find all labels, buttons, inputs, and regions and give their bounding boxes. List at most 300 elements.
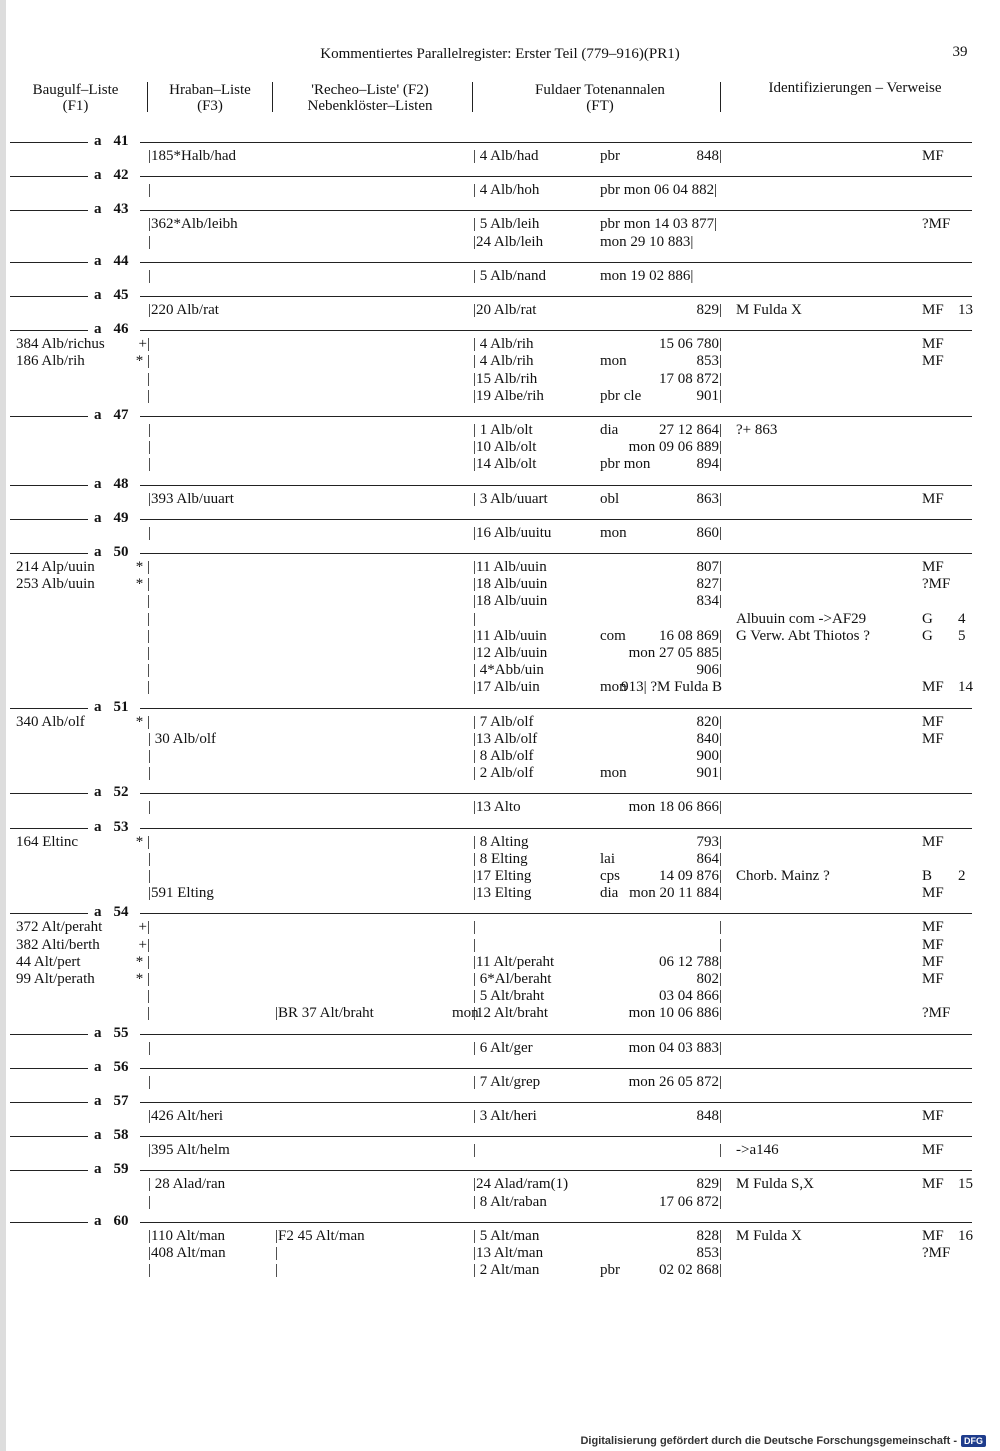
hraban-entry: |395 Alt/helm [148, 1142, 230, 1159]
page-title: Kommentiertes Parallelregister: Erster Teil (779–916)(PR1) [320, 46, 680, 62]
section-label [94, 407, 129, 424]
recheo-entry: | [275, 1245, 279, 1261]
section-lead-rule [10, 913, 88, 914]
section-letter: a [94, 287, 102, 303]
section-label [94, 1161, 129, 1178]
recheo-entry: |BR 37 Alt/braht [275, 1005, 374, 1022]
header-divider [147, 82, 148, 112]
section-letter: a [94, 1024, 102, 1041]
totenannalen-date: 829| [696, 302, 722, 318]
column-header-f1: Baugulf–Liste (F1) [32, 82, 119, 114]
totenannalen-entry: | 5 Alb/leih [473, 216, 540, 233]
section-letter: a [94, 167, 102, 184]
baugulf-marker: | [146, 387, 150, 404]
totenannalen-rank: pbr [600, 148, 620, 164]
section-label [94, 1059, 129, 1076]
identification-code: G [922, 610, 933, 627]
recheo-note: mon [452, 1005, 479, 1022]
totenannalen-entry: | 4 Alb/had [473, 148, 539, 164]
identification-code: MF [922, 953, 944, 970]
page-number: 39 [952, 44, 968, 60]
section-number: 44 [113, 252, 129, 269]
section-label [94, 253, 129, 270]
section-letter: a [94, 1127, 102, 1144]
baugulf-marker: | [146, 593, 150, 610]
totenannalen-date: mon 26 05 872| [628, 1073, 722, 1090]
section-lead-rule [10, 1136, 88, 1137]
section-rule [140, 793, 972, 794]
identification-note: ->a146 [736, 1142, 779, 1159]
totenannalen-entry: | 1 Alb/olt [473, 422, 533, 438]
totenannalen-rank: mon [600, 765, 627, 782]
totenannalen-date: 14 09 876| [658, 868, 722, 884]
totenannalen-entry: |17 Alb/uin [473, 679, 540, 696]
totenannalen-entry: | 5 Alt/braht [473, 988, 545, 1005]
identification-code: MF [922, 713, 944, 730]
identification-code: ?MF [922, 576, 951, 593]
section-rule [140, 1034, 972, 1035]
totenannalen-rank: dia [600, 885, 619, 902]
section-lead-rule [10, 485, 88, 486]
baugulf-marker: +| [138, 919, 150, 936]
section-rule [140, 1136, 972, 1137]
section-rule [140, 1170, 972, 1171]
baugulf-marker: * | [135, 953, 150, 970]
baugulf-marker: | [146, 679, 150, 696]
totenannalen-date: 17 08 872| [658, 370, 722, 387]
baugulf-entry: 164 Eltinc [16, 833, 79, 850]
hraban-entry: | [148, 1039, 152, 1056]
totenannalen-entry: |11 Alb/uuin [473, 627, 547, 644]
baugulf-marker: | [146, 627, 150, 644]
header-divider [472, 82, 473, 112]
hraban-entry: | [148, 422, 152, 438]
identification-code: MF [922, 148, 944, 164]
totenannalen-date: 17 06 872| [658, 1193, 722, 1210]
totenannalen-entry: |13 Alt/man [473, 1245, 544, 1261]
section-rule [140, 708, 972, 709]
section-label [94, 1093, 129, 1110]
identification-code: MF [922, 833, 944, 850]
totenannalen-date: 840| [696, 730, 722, 747]
section-number: 60 [113, 1212, 129, 1229]
section-rule [140, 1222, 972, 1223]
section-lead-rule [10, 416, 88, 417]
section-label [94, 784, 129, 801]
section-number: 53 [113, 818, 129, 835]
recheo-entry: |F2 45 Alt/man [275, 1227, 365, 1244]
totenannalen-rank: mon [600, 679, 627, 696]
hraban-entry: |426 Alt/heri [148, 1108, 224, 1124]
section-letter: a [94, 544, 102, 560]
identification-code: MF [922, 971, 944, 987]
totenannalen-date: 27 12 864| [658, 422, 722, 438]
totenannalen-entry: | [473, 1142, 477, 1159]
column-header-f3: Hraban–Liste (F3) [169, 82, 251, 114]
section-letter: a [94, 698, 102, 715]
section-rule [140, 210, 972, 211]
section-letter: a [94, 1093, 102, 1109]
section-rule [140, 262, 972, 263]
header-divider [272, 82, 273, 112]
totenannalen-date: 894| [696, 456, 722, 473]
section-lead-rule [10, 142, 88, 143]
totenannalen-date: | [718, 936, 722, 953]
section-letter: a [94, 1212, 102, 1229]
baugulf-marker: * | [135, 576, 150, 593]
hraban-entry: | [148, 182, 152, 199]
totenannalen-rank: lai [600, 850, 615, 867]
section-label [94, 819, 129, 836]
totenannalen-date: 802| [696, 971, 722, 987]
totenannalen-date: | [718, 1142, 722, 1159]
totenannalen-rank: mon 19 02 886| [600, 267, 694, 284]
identification-note: G Verw. Abt Thiotos ? [736, 627, 870, 644]
section-rule [140, 142, 972, 143]
section-lead-rule [10, 553, 88, 554]
identification-ref: 15 [958, 1176, 973, 1193]
identification-code: ?MF [922, 1245, 951, 1261]
totenannalen-date: 853| [696, 1245, 722, 1261]
hraban-entry: | [148, 868, 152, 884]
section-number: 51 [113, 698, 129, 715]
totenannalen-entry: |18 Alb/uuin [473, 576, 548, 593]
totenannalen-entry: |18 Alb/uuin [473, 593, 548, 610]
totenannalen-entry: |13 Alb/olf [473, 730, 538, 747]
section-number: 42 [113, 167, 129, 184]
totenannalen-date: 900| [696, 748, 722, 764]
section-rule [140, 913, 972, 914]
section-letter: a [94, 475, 102, 492]
section-letter: a [94, 509, 102, 526]
totenannalen-entry: | 4*Abb/uin [473, 662, 544, 679]
identification-code: MF [922, 336, 944, 353]
totenannalen-date: 906| [696, 662, 722, 679]
hraban-entry: | [148, 233, 152, 250]
section-label [94, 1025, 129, 1042]
totenannalen-entry: |11 Alb/uuin [473, 559, 547, 575]
identification-ref: 2 [958, 868, 966, 884]
totenannalen-date: 901| [696, 765, 722, 782]
totenannalen-date: 864| [696, 850, 722, 867]
baugulf-entry: 44 Alt/pert [16, 953, 81, 970]
section-lead-rule [10, 708, 88, 709]
totenannalen-rank: pbr mon 06 04 882| [600, 182, 718, 199]
identification-note: Albuuin com ->AF29 [736, 610, 867, 627]
section-letter: a [94, 784, 102, 801]
totenannalen-entry: |14 Alb/olt [473, 456, 537, 473]
section-number: 57 [113, 1093, 129, 1109]
section-lead-rule [10, 1222, 88, 1223]
section-letter: a [94, 321, 102, 338]
identification-ref: 16 [958, 1227, 973, 1244]
section-letter: a [94, 818, 102, 835]
identification-code: MF [922, 730, 944, 747]
baugulf-entry: 382 Alti/berth [16, 936, 100, 953]
baugulf-marker: +| [138, 936, 150, 953]
hraban-entry: | [148, 1193, 152, 1210]
hraban-entry: |185*Halb/had [148, 148, 236, 164]
totenannalen-date: mon 18 06 866| [628, 799, 722, 816]
totenannalen-entry: | [473, 919, 477, 936]
totenannalen-date: 06 12 788| [658, 953, 722, 970]
totenannalen-entry: | 7 Alt/grep [473, 1073, 541, 1090]
totenannalen-entry: |17 Elting [473, 868, 532, 884]
baugulf-entry: 372 Alt/peraht [16, 919, 103, 936]
section-rule [140, 519, 972, 520]
totenannalen-date: 913| ?M Fulda B [621, 679, 722, 696]
section-letter: a [94, 1058, 102, 1075]
identification-code: MF [922, 885, 944, 902]
totenannalen-entry: | 4 Alb/rih [473, 336, 534, 353]
section-label [94, 133, 129, 150]
totenannalen-entry: | 8 Alb/olf [473, 748, 534, 764]
section-rule [140, 176, 972, 177]
totenannalen-date: 03 04 866| [658, 988, 722, 1005]
totenannalen-rank: com [600, 627, 626, 644]
baugulf-marker: | [146, 370, 150, 387]
totenannalen-date: 15 06 780| [658, 336, 722, 353]
section-lead-rule [10, 828, 88, 829]
totenannalen-entry: | 8 Alt/raban [473, 1193, 547, 1210]
section-label [94, 1213, 129, 1230]
totenannalen-date: 820| [696, 713, 722, 730]
identification-note: M Fulda X [736, 302, 802, 318]
totenannalen-rank: pbr cle [600, 387, 642, 404]
identification-code: ?MF [922, 1005, 951, 1022]
page-edge-shadow [0, 0, 6, 1451]
hraban-entry: | [148, 439, 152, 456]
totenannalen-entry: |15 Alb/rih [473, 370, 538, 387]
hraban-entry: |110 Alt/man [148, 1227, 226, 1244]
section-number: 46 [113, 321, 129, 338]
hraban-entry: |591 Elting [148, 885, 214, 902]
totenannalen-date: mon 27 05 885| [628, 645, 722, 661]
identification-code: B [922, 868, 933, 884]
totenannalen-entry: |11 Alt/peraht [473, 953, 555, 970]
totenannalen-rank: pbr [600, 1262, 620, 1279]
totenannalen-entry: | 5 Alt/man [473, 1227, 540, 1244]
hraban-entry: |408 Alt/man [148, 1245, 226, 1261]
hraban-entry: |362*Alb/leibh [148, 216, 238, 233]
totenannalen-date: 807| [696, 559, 722, 575]
section-number: 47 [113, 407, 129, 423]
footer-text: Digitalisierung gefördert durch die Deutsche Forschungsgemeinschaft - [580, 1435, 957, 1447]
identification-ref: 4 [958, 610, 966, 627]
section-label [94, 201, 129, 218]
totenannalen-entry: |24 Alad/ram(1) [473, 1176, 569, 1193]
identification-code: ?MF [922, 216, 951, 233]
totenannalen-date: 829| [696, 1176, 722, 1193]
totenannalen-rank: mon [600, 353, 627, 370]
identification-note: ?+ 863 [736, 422, 778, 438]
section-lead-rule [10, 1034, 88, 1035]
baugulf-marker: +| [138, 336, 150, 353]
baugulf-marker: * | [135, 971, 150, 987]
totenannalen-entry: |12 Alb/uuin [473, 645, 548, 661]
totenannalen-entry: |16 Alb/uuitu [473, 524, 552, 541]
totenannalen-entry: | 8 Elting [473, 850, 528, 867]
totenannalen-date: 827| [696, 576, 722, 593]
baugulf-entry: 99 Alt/perath [16, 971, 95, 987]
baugulf-marker: * | [135, 559, 150, 575]
totenannalen-date: 901| [696, 387, 722, 404]
section-number: 59 [113, 1161, 129, 1178]
section-label [94, 476, 129, 493]
identification-code: MF [922, 1227, 944, 1244]
section-rule [140, 330, 972, 331]
section-rule [140, 828, 972, 829]
identification-ref: 13 [958, 302, 973, 318]
section-label [94, 167, 129, 184]
baugulf-marker: * | [135, 833, 150, 850]
baugulf-marker: * | [135, 353, 150, 370]
hraban-entry: | 28 Alad/ran [148, 1176, 226, 1193]
identification-code: G [922, 627, 933, 644]
section-number: 58 [113, 1127, 129, 1144]
section-lead-rule [10, 1102, 88, 1103]
totenannalen-entry: |19 Albe/rih [473, 387, 544, 404]
totenannalen-date: mon 10 06 886| [628, 1005, 722, 1022]
totenannalen-rank: pbr mon [600, 456, 651, 473]
hraban-entry: |220 Alb/rat [148, 302, 219, 318]
identification-code: MF [922, 302, 944, 318]
section-label [94, 287, 129, 304]
totenannalen-entry: | 2 Alb/olf [473, 765, 534, 782]
totenannalen-entry: |13 Elting [473, 885, 532, 902]
section-label [94, 544, 129, 561]
hraban-entry: | [148, 1262, 152, 1279]
totenannalen-entry: |24 Alb/leih [473, 233, 544, 250]
baugulf-marker: | [146, 662, 150, 679]
section-lead-rule [10, 519, 88, 520]
totenannalen-date: | [718, 919, 722, 936]
identification-note: Chorb. Mainz ? [736, 868, 830, 884]
section-number: 41 [113, 133, 129, 149]
hraban-entry: | [148, 456, 152, 473]
totenannalen-entry: | 2 Alt/man [473, 1262, 540, 1279]
section-letter: a [94, 133, 102, 149]
totenannalen-entry: |10 Alb/olt [473, 439, 537, 456]
section-number: 48 [113, 475, 129, 492]
totenannalen-entry: |13 Alto [473, 799, 521, 816]
section-number: 45 [113, 287, 129, 303]
section-label [94, 510, 129, 527]
identification-code: MF [922, 1108, 944, 1124]
totenannalen-date: mon 04 03 883| [628, 1039, 722, 1056]
baugulf-entry: 214 Alp/uuin [16, 559, 95, 575]
totenannalen-date: 860| [696, 524, 722, 541]
totenannalen-entry: |12 Alt/braht [473, 1005, 549, 1022]
baugulf-entry: 186 Alb/rih [16, 353, 85, 370]
totenannalen-date: 02 02 868| [658, 1262, 722, 1279]
identification-code: MF [922, 679, 944, 696]
totenannalen-entry: | [473, 610, 477, 627]
totenannalen-date: 828| [696, 1227, 722, 1244]
baugulf-entry: 340 Alb/olf [16, 713, 85, 730]
totenannalen-entry: | [473, 936, 477, 953]
baugulf-entry: 384 Alb/richus [16, 336, 105, 353]
totenannalen-date: 793| [696, 833, 722, 850]
totenannalen-rank: mon 29 10 883| [600, 233, 694, 250]
identification-code: MF [922, 919, 944, 936]
section-lead-rule [10, 330, 88, 331]
hraban-entry: |393 Alb/uuart [148, 490, 234, 507]
baugulf-marker: | [146, 645, 150, 661]
section-lead-rule [10, 176, 88, 177]
baugulf-marker: | [146, 610, 150, 627]
section-number: 50 [113, 544, 129, 560]
totenannalen-date: 863| [696, 490, 722, 507]
section-lead-rule [10, 793, 88, 794]
header-divider [720, 82, 721, 112]
totenannalen-date: 16 08 869| [658, 627, 722, 644]
totenannalen-date: mon 09 06 889| [628, 439, 722, 456]
section-number: 56 [113, 1058, 129, 1075]
hraban-entry: | [148, 850, 152, 867]
section-label [94, 1127, 129, 1144]
dfg-logo: DFG [961, 1435, 986, 1447]
hraban-entry: | [148, 799, 152, 816]
totenannalen-rank: obl [600, 490, 620, 507]
identification-note: M Fulda X [736, 1227, 802, 1244]
totenannalen-rank: mon [600, 524, 627, 541]
section-label [94, 699, 129, 716]
section-letter: a [94, 1161, 102, 1178]
hraban-entry: | [148, 765, 152, 782]
section-letter: a [94, 252, 102, 269]
identification-ref: 5 [958, 627, 966, 644]
totenannalen-entry: | 8 Alting [473, 833, 529, 850]
section-lead-rule [10, 210, 88, 211]
totenannalen-rank: cps [600, 868, 620, 884]
totenannalen-entry: | 6*Al/beraht [473, 971, 552, 987]
totenannalen-entry: | 3 Alt/heri [473, 1108, 537, 1124]
section-letter: a [94, 904, 102, 921]
identification-code: MF [922, 1142, 944, 1159]
totenannalen-date: 853| [696, 353, 722, 370]
section-lead-rule [10, 1068, 88, 1069]
hraban-entry: | [148, 524, 152, 541]
hraban-entry: | [148, 267, 152, 284]
section-rule [140, 416, 972, 417]
section-number: 49 [113, 509, 129, 526]
section-number: 52 [113, 784, 129, 801]
section-rule [140, 1102, 972, 1103]
baugulf-marker: | [146, 988, 150, 1005]
totenannalen-entry: |20 Alb/rat [473, 302, 537, 318]
totenannalen-entry: | 7 Alb/olf [473, 713, 534, 730]
section-rule [140, 1068, 972, 1069]
totenannalen-date: mon 20 11 884| [629, 885, 722, 902]
totenannalen-date: 834| [696, 593, 722, 610]
column-header-identifizierungen: Identifizierungen – Verweise [768, 80, 942, 96]
column-header-f2: 'Recheo–Liste' (F2) Nebenklöster–Listen [307, 82, 433, 114]
column-header-ft: Fuldaer Totenannalen (FT) [535, 82, 665, 114]
identification-ref: 14 [958, 679, 973, 696]
hraban-entry: | [148, 748, 152, 764]
section-rule [140, 553, 972, 554]
section-lead-rule [10, 1170, 88, 1171]
section-lead-rule [10, 262, 88, 263]
totenannalen-entry: | 5 Alb/nand [473, 267, 547, 284]
identification-note: M Fulda S,X [736, 1176, 814, 1193]
baugulf-marker: | [146, 1005, 150, 1022]
section-rule [140, 296, 972, 297]
totenannalen-rank: dia [600, 422, 619, 438]
totenannalen-date: 848| [696, 1108, 722, 1124]
section-letter: a [94, 201, 102, 218]
